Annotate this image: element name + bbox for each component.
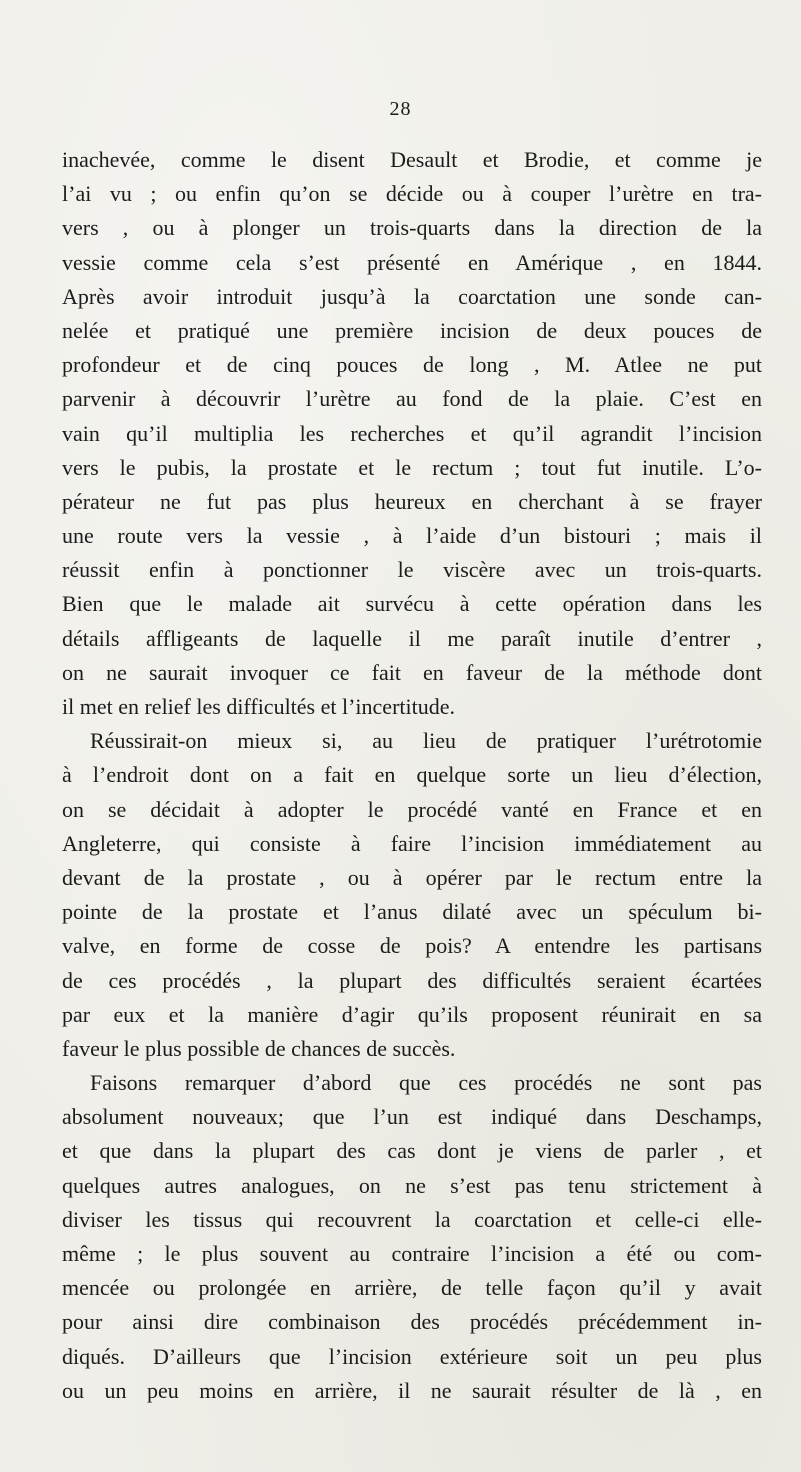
text-line: diqués. D’ailleurs que l’incision extérieure soit un peu plus xyxy=(62,1343,762,1369)
body-text xyxy=(62,143,762,1408)
page-number: 28 xyxy=(389,98,412,120)
text-line: à l’endroit dont on a fait en quelque sorte un lieu d’élection, xyxy=(62,762,762,788)
text-line: il met en relief les difficultés et l’incertitude. xyxy=(62,694,456,719)
text-line: vain qu’il multiplia les recherches et qu’il agrandit l’incision xyxy=(62,420,762,446)
text-line: Après avoir introduit jusqu’à la coarctation une sonde can- xyxy=(62,283,762,309)
text-line: devant de la prostate , ou à opérer par le rectum entre la xyxy=(62,864,762,890)
text-line: parvenir à découvrir l’urètre au fond de la plaie. C’est en xyxy=(62,386,762,412)
text-line: profondeur et de cinq pouces de long , M. Atlee ne put xyxy=(62,352,762,378)
text-line: on se décidait à adopter le procédé vanté en France et en xyxy=(62,796,762,822)
text-line: on ne saurait invoquer ce fait en faveur de la méthode dont xyxy=(62,659,762,685)
text-line: l’ai vu ; ou enfin qu’on se décide ou à couper l’urètre en tra- xyxy=(62,181,762,207)
text-line: une route vers la vessie , à l’aide d’un bistouri ; mais il xyxy=(62,523,762,549)
text-line: vers le pubis, la prostate et le rectum ; tout fut inutile. L’o- xyxy=(62,454,762,480)
text-line: détails affligeants de laquelle il me paraît inutile d’entrer , xyxy=(62,625,762,651)
text-line: Réussirait-on mieux si, au lieu de pratiquer l’urétrotomie xyxy=(90,728,762,754)
text-line: diviser les tissus qui recouvrent la coarctation et celle-ci elle- xyxy=(62,1206,762,1232)
text-line: valve, en forme de cosse de pois? A entendre les partisans xyxy=(62,933,762,959)
text-line: vers , ou à plonger un trois-quarts dans la direction de la xyxy=(62,215,762,241)
text-line: inachevée, comme le disent Desault et Brodie, et comme je xyxy=(62,147,762,172)
text-line: vessie comme cela s’est présenté en Amérique , en 1844. xyxy=(62,249,762,275)
text-line: réussit enfin à ponctionner le viscère avec un trois-quarts. xyxy=(62,557,762,583)
text-line: même ; le plus souvent au contraire l’incision a été ou com- xyxy=(62,1241,762,1266)
text-line: quelques autres analogues, on ne s’est pas tenu strictement à xyxy=(62,1172,762,1198)
text-line: nelée et pratiqué une première incision de deux pouces de xyxy=(62,317,762,343)
text-line: pointe de la prostate et l’anus dilaté avec un spéculum bi- xyxy=(62,899,762,925)
text-line: par eux et la manière d’agir qu’ils proposent réunirait en sa xyxy=(62,1001,762,1027)
text-line: absolument nouveaux; que l’un est indiqué dans Deschamps, xyxy=(62,1104,762,1130)
text-line: Bien que le malade ait survécu à cette opération dans les xyxy=(62,591,762,617)
text-line: pour ainsi dire combinaison des procédés précédemment in- xyxy=(62,1309,762,1335)
text-line: faveur le plus possible de chances de succès. xyxy=(62,1035,456,1061)
text-line: ou un peu moins en arrière, il ne saurait résulter de là , en xyxy=(62,1377,762,1403)
text-line: et que dans la plupart des cas dont je viens de parler , et xyxy=(62,1138,762,1164)
text-line: Angleterre, qui consiste à faire l’incision immédiatement au xyxy=(62,830,762,856)
text-line: Faisons remarquer d’abord que ces procédés ne sont pas xyxy=(90,1070,762,1096)
text-line: mencée ou prolongée en arrière, de telle façon qu’il y avait xyxy=(62,1275,762,1301)
text-line: de ces procédés , la plupart des difficultés seraient écartées xyxy=(62,967,762,993)
text-line: pérateur ne fut pas plus heureux en cherchant à se frayer xyxy=(62,488,762,514)
